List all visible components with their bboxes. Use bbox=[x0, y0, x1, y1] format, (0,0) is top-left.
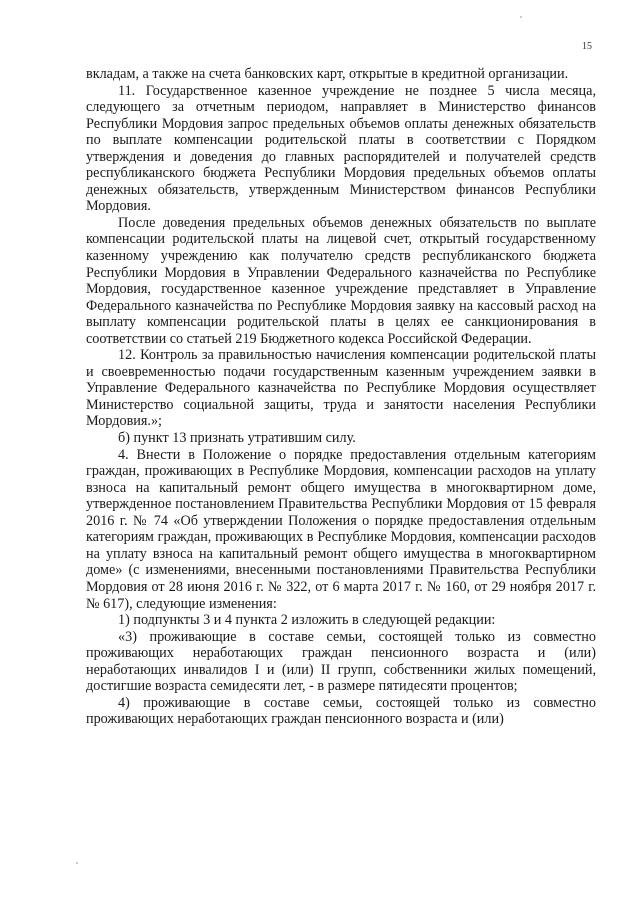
paragraph-subitem-b: б) пункт 13 признать утратившим силу. bbox=[118, 430, 356, 447]
document-body bbox=[86, 66, 596, 728]
paragraph-item-12: 12. Контроль за правильностью начисления компенсации родительской платы и своевременностью подачи государственным казенным учреждением заявки в Управление Федерального казначейства по Республике Мордовия осуществляет Министерство социальной защиты, труда и занятости населения Республики Мордовия.»; bbox=[86, 347, 596, 430]
paragraph-quote-4: 4) проживающие в составе семьи, состоящей только из совместно проживающих неработающих граждан пенсионного возраста и (или) bbox=[86, 694, 596, 728]
scan-speck bbox=[520, 16, 522, 18]
paragraph-subitem-1: 1) подпункты 3 и 4 пункта 2 изложить в следующей редакции: bbox=[118, 612, 496, 629]
paragraph-item-4: 4. Внести в Положение о порядке предоставления отдельным категориям граждан, проживающих в Республике Мордовия, компенсации расходов на уплату взноса на капитальный ремонт общего имущества в многоквартирном доме, утвержденное постановлением Правительства Республики Мордовия от 15 февраля 2016 г. № 74 «Об утверждении Положения о порядке предоставления отдельным категориям граждан, проживающих в Республике Мордовия, компенсации расходов на уплату взноса на капитальный ремонт общего имущества в многоквартирном доме» (с изменениями, внесенными постановлениями Правительства Республики Мордовия от 28 июня 2016 г. № 322, от 6 марта 2017 г. № 160, от 29 ноября 2017 г. № 617), следующие изменения: bbox=[86, 446, 596, 612]
paragraph-budget-limits: После доведения предельных объемов денежных обязательств по выплате компенсации родительской платы на лицевой счет, открытый государственному казенному учреждению как получателю средств республиканского бюджета Республики Мордовия в Управлении Федерального казначейства по Республике Мордовия, государственное казенное учреждение представляет в Управление Федерального казначейства по Республике Мордовия заявку на кассовый расход на выплату компенсации родительской платы в целях ее санкционирования в соответствии со статьей 219 Бюджетного кодекса Российской Федерации. bbox=[86, 214, 596, 347]
scan-speck bbox=[76, 862, 78, 864]
paragraph-quote-3: «3) проживающие в составе семьи, состоящей только из совместно проживающих неработающих граждан пенсионного возраста и (или) неработающих инвалидов I и (или) II групп, собственники жилых помещений, достигшие возраста семидесяти лет, - в размере пятидесяти процентов; bbox=[86, 628, 596, 695]
page-number: 15 bbox=[582, 41, 592, 52]
paragraph-continuation: вкладам, а также на счета банковских карт, открытые в кредитной организации. bbox=[86, 66, 569, 82]
paragraph-item-11: 11. Государственное казенное учреждение не позднее 5 числа месяца, следующего за отчетным периодом, направляет в Министерство финансов Республики Мордовия запрос предельных объемов оплаты денежных обязательств по выплате компенсации родительской платы в соответствии с Порядком утверждения и доведения до главных распорядителей и получателей средств республиканского бюджета Республики Мордовия предельных объемов оплаты денежных обязательств, утвержденным Министерством финансов Республики Мордовия. bbox=[86, 82, 596, 215]
